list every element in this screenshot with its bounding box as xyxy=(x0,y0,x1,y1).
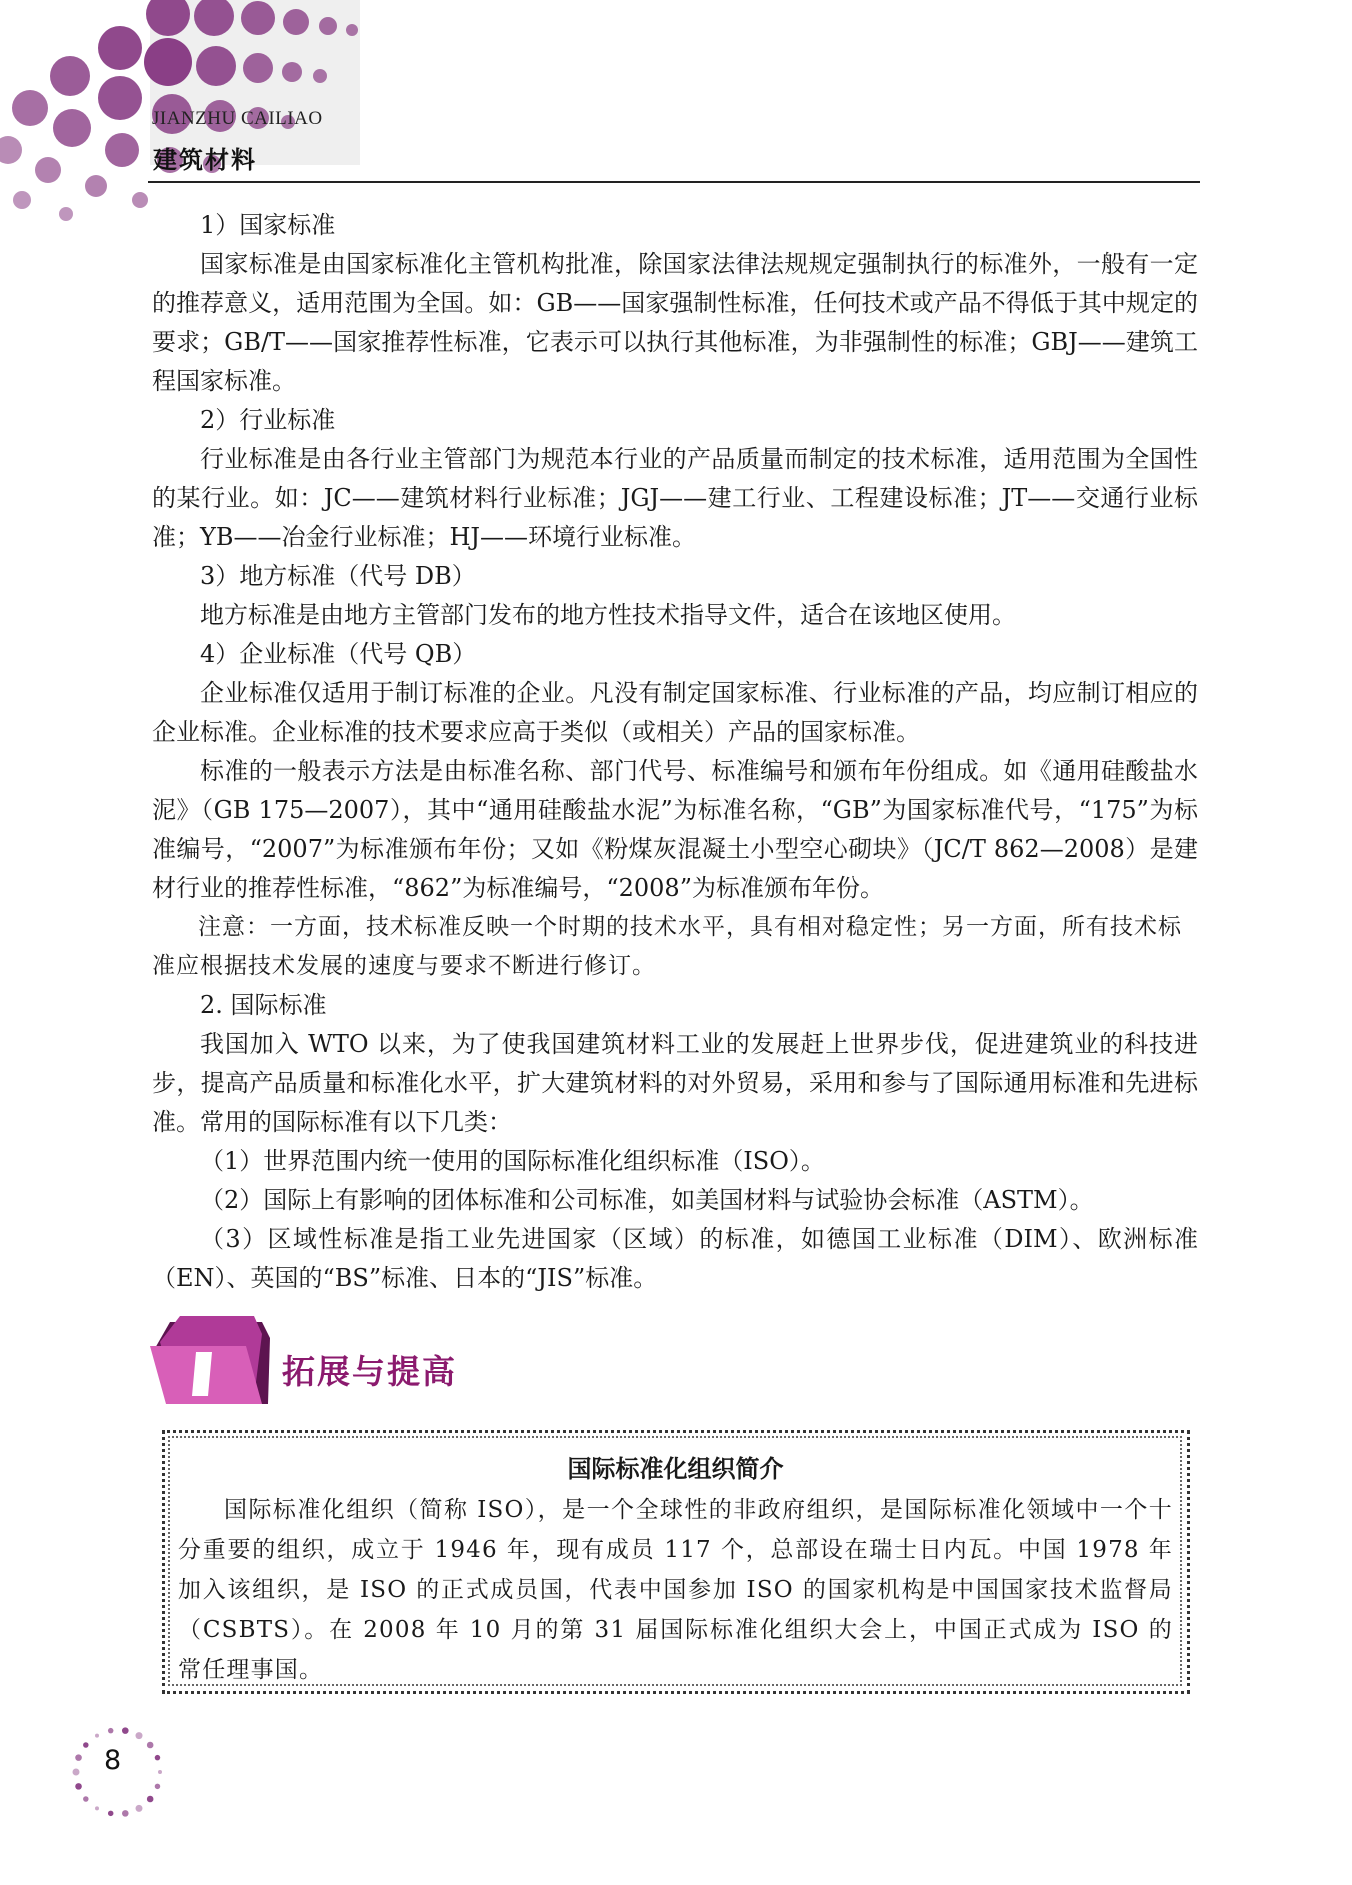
subheading-local-standard: 3）地方标准（代号 DB） xyxy=(200,562,476,590)
ring-dot xyxy=(83,1796,89,1802)
subheading-industry-standard: 2）行业标准 xyxy=(200,406,336,434)
ring-dot xyxy=(147,1796,154,1803)
paragraph-industry-standard: 行业标准是由各行业主管部门为规范本行业的产品质量而制定的技术标准，适用范围为全国性的某行业。如：JC——建筑材料行业标准；JGJ——建工行业、工程建设标准；JT——交通行业标准；YB——冶金行业标准；HJ——环境行业标准。 xyxy=(152,445,1198,551)
subheading-enterprise-standard: 4）企业标准（代号 QB） xyxy=(200,640,477,668)
header-divider xyxy=(148,181,1200,183)
info-box xyxy=(178,1449,1173,1690)
subheading-international-standard: 2. 国际标准 xyxy=(200,991,327,1019)
main-text xyxy=(152,206,1198,1298)
ring-dot xyxy=(95,1734,99,1738)
header-chinese-title: 建筑材料 xyxy=(153,146,257,174)
ring-dot xyxy=(75,1783,82,1790)
ring-dot xyxy=(147,1742,154,1749)
extension-heading: 拓展与提高 xyxy=(282,1352,457,1391)
info-box-title: 国际标准化组织简介 xyxy=(567,1455,784,1483)
ring-dot xyxy=(155,1755,161,1761)
ring-dot xyxy=(136,1732,143,1739)
paragraph-enterprise-standard: 企业标准仅适用于制订标准的企业。凡没有制定国家标准、行业标准的产品，均应制订相应的企业标准。企业标准的技术要求应高于类似（或相关）产品的国家标准。 xyxy=(152,679,1198,746)
list-item-regional: （3）区域性标准是指工业先进国家（区域）的标准，如德国工业标准（DIM）、欧洲标准（EN）、英国的“BS”标准、日本的“JIS”标准。 xyxy=(152,1225,1198,1292)
paragraph-local-standard: 地方标准是由地方主管部门发布的地方性技术指导文件，适合在该地区使用。 xyxy=(200,601,1016,629)
paragraph-standard-notation: 标准的一般表示方法是由标准名称、部门代号、标准编号和颁布年份组成。如《通用硅酸盐水泥》（GB 175—2007），其中“通用硅酸盐水泥”为标准名称，“GB”为国家标准代号，“175”为标准编号，“2007”为标准颁布年份；又如《粉煤灰混凝土小型空心砌块》（JC/T 862—2008）是建材行业的推荐性标准，“862”为标准编号，“2008”为标准颁布年份。 xyxy=(152,757,1198,902)
ring-dot xyxy=(122,1727,129,1734)
ring-dot xyxy=(108,1811,114,1817)
list-item-astm: （2）国际上有影响的团体标准和公司标准，如美国材料与试验协会标准（ASTM）。 xyxy=(200,1186,1094,1214)
ring-dot xyxy=(122,1810,129,1817)
ring-dot xyxy=(158,1770,162,1774)
ring-dot xyxy=(73,1769,80,1776)
ring-dot xyxy=(83,1742,89,1748)
note-paragraph: 注意：一方面，技术标准反映一个时期的技术水平，具有相对稳定性；另一方面，所有技术标准应根据技术发展的速度与要求不断进行修订。 xyxy=(152,914,1182,979)
header-english-title: JIANZHU CAILIAO xyxy=(152,108,323,129)
paragraph-national-standard: 国家标准是由国家标准化主管机构批准，除国家法律法规规定强制执行的标准外，一般有一定的推荐意义，适用范围为全国。如：GB——国家强制性标准，任何技术或产品不得低于其中规定的要求；GB/T——国家推荐性标准，它表示可以执行其他标准，为非强制性的标准；GBJ——建筑工程国家标准。 xyxy=(152,250,1198,395)
ring-dot xyxy=(155,1784,161,1790)
subheading-national-standard: 1）国家标准 xyxy=(200,211,336,239)
ring-dot xyxy=(108,1728,114,1734)
page-number: 8 xyxy=(104,1745,122,1776)
ring-dot xyxy=(136,1805,143,1812)
paragraph-international-standard: 我国加入 WTO 以来，为了使我国建筑材料工业的发展赶上世界步伐，促进建筑业的科技进步，提高产品质量和标准化水平，扩大建筑材料的对外贸易，采用和参与了国际通用标准和先进标准。常用的国际标准有以下几类： xyxy=(152,1030,1198,1136)
folder-icon xyxy=(150,1312,275,1412)
ring-dot xyxy=(95,1806,99,1810)
ring-dot xyxy=(75,1754,82,1761)
info-box-text: 国际标准化组织（简称 ISO），是一个全球性的非政府组织，是国际标准化领域中一个十分重要的组织，成立于 1946 年，现有成员 117 个，总部设在瑞士日内瓦。中国 1978 年加入该组织，是 ISO 的正式成员国，代表中国参加 ISO 的国家机构是中国国家技术监督局（CSBTS）。在 2008 年 10 月的第 31 届国际标准化组织大会上，中国正式成为 ISO 的常任理事国。 xyxy=(178,1497,1173,1683)
list-item-iso: （1）世界范围内统一使用的国际标准化组织标准（ISO）。 xyxy=(200,1147,825,1175)
